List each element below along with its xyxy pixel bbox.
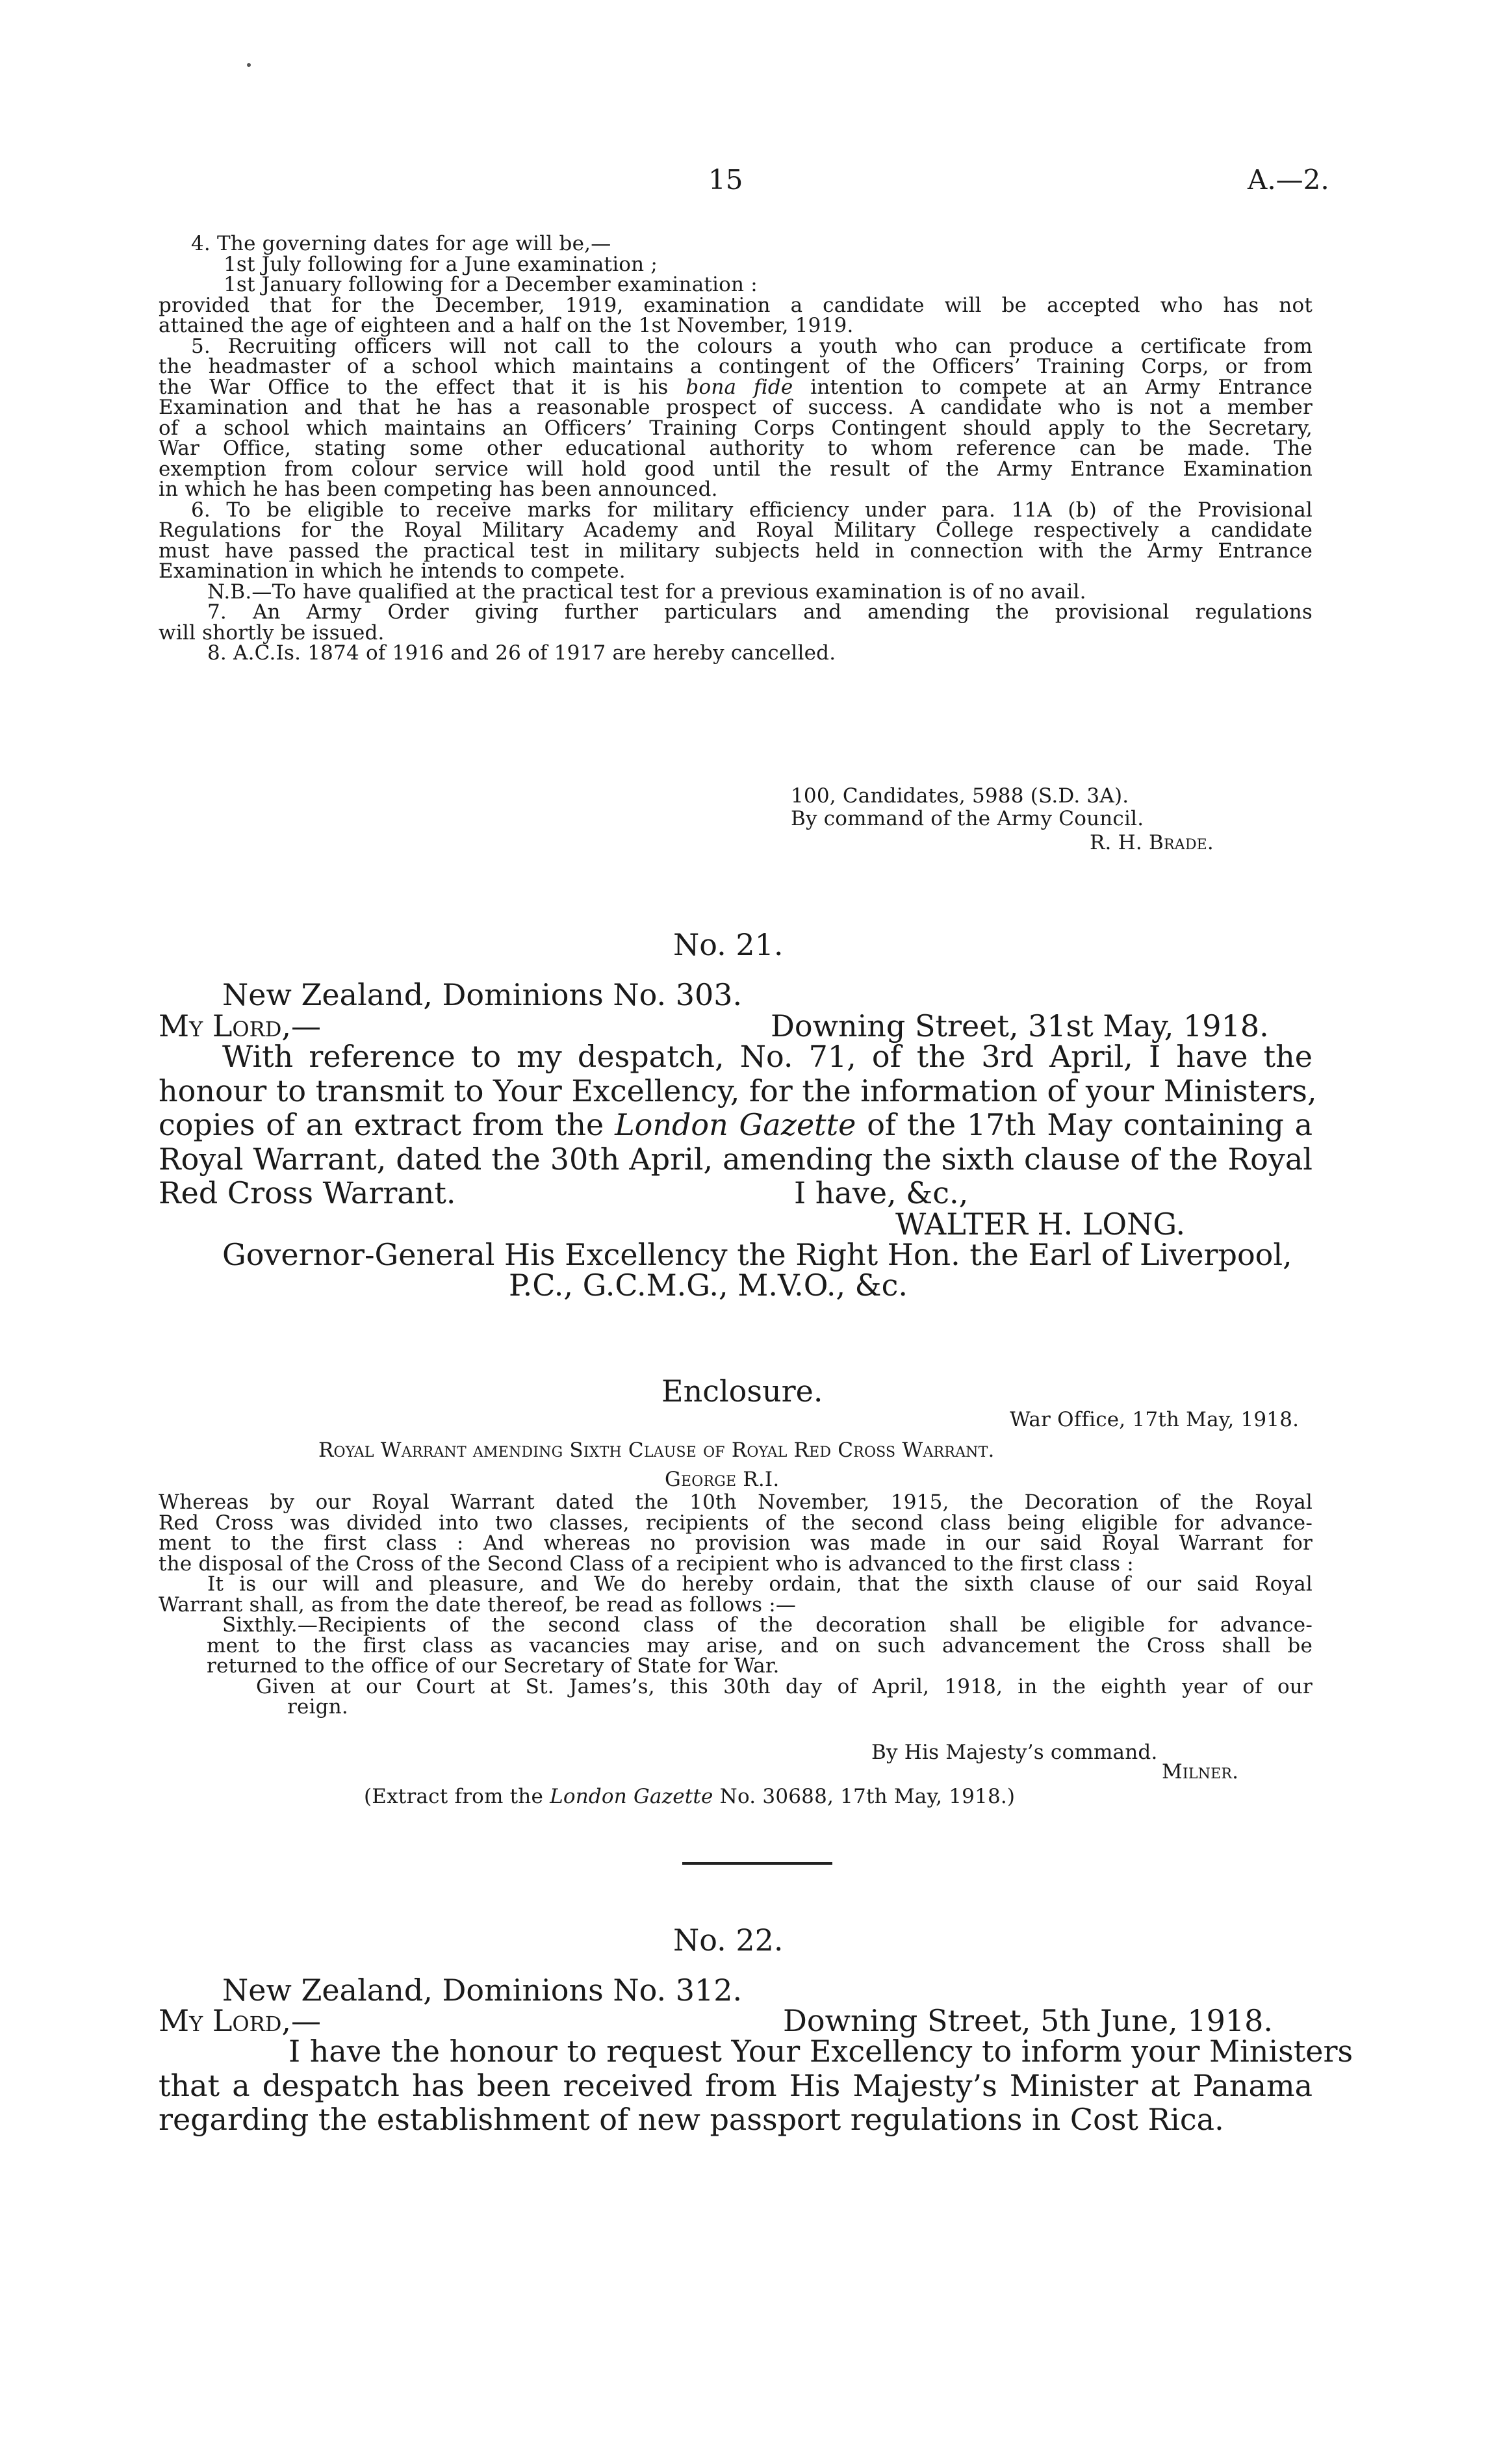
- paragraph-line: Given at our Court at St. James’s, this 30th day of April, 1918, in the eighth year of our: [256, 1674, 1313, 1698]
- paragraph-line: of a school which maintains an Officers’ Training Corps Contingent should apply to the Secretary,: [159, 416, 1313, 440]
- paragraph-line: It is our will and pleasure, and We do hereby ordain, that the sixth clause of our said Royal: [207, 1572, 1313, 1596]
- paragraph-line: that a despatch has been received from His Majesty’s Minister at Panama: [159, 2067, 1313, 2103]
- paragraph-line: 5. Recruiting officers will not call to the colours a youth who can produce a certificate from: [191, 334, 1313, 358]
- enclosure-command: By His Majesty’s command.: [871, 1741, 1158, 1764]
- enclosure-heading: Enclosure.: [661, 1374, 823, 1409]
- paragraph-line: ment to the first class : And whereas no provision was made in our said Royal Warrant for: [159, 1531, 1313, 1555]
- royal-cipher: George R.I.: [665, 1468, 780, 1491]
- paragraph-line: returned to the office of our Secretary of State for War.: [207, 1654, 780, 1678]
- paragraph-line: 8. A.C.Is. 1874 of 1916 and 26 of 1917 are hereby cancelled.: [207, 641, 836, 665]
- signature-milner: Milner.: [1162, 1760, 1239, 1784]
- paragraph-line: in which he has been competing has been announced.: [159, 478, 718, 501]
- paragraph-line: N.B.—To have qualified at the practical test for a previous examination is of no avail.: [207, 580, 1086, 604]
- addressee: Governor-General His Excellency the Right Hon. the Earl of Liverpool,: [222, 1237, 1292, 1272]
- salutation: My Lord,—: [159, 2003, 322, 2038]
- paragraph-line: must have passed the practical test in military subjects held in connection with the Army Entrance: [159, 539, 1313, 563]
- paragraph-line: 6. To be eligible to receive marks for military efficiency under para. 11A (b) of the Provisional: [191, 498, 1313, 522]
- paragraph-line: Red Cross was divided into two classes, recipients of the second class being eligible for advance-: [159, 1511, 1313, 1535]
- paragraph-line: copies of an extract from the London Gazette of the 17th May containing a: [159, 1107, 1313, 1142]
- despatch-body: [159, 2034, 1353, 2137]
- section-rule: [682, 1862, 832, 1865]
- scan-speck: [247, 63, 251, 67]
- paragraph-line: exemption from colour service will hold good until the result of the Army Entrance Examination: [159, 457, 1313, 481]
- paragraph-line: Examination in which he intends to compete.: [159, 559, 626, 583]
- paragraph-line: provided that for the December, 1919, examination a candidate will be accepted who has not: [159, 293, 1313, 317]
- paragraph-line: ment to the first class as vacancies may arise, and on such advancement the Cross shall be: [207, 1633, 1313, 1657]
- paragraph-line: reign.: [287, 1695, 348, 1719]
- paragraph-line: Examination and that he has a reasonable prospect of success. A candidate who is not a member: [159, 396, 1313, 419]
- enclosure-place-date: War Office, 17th May, 1918.: [1010, 1408, 1300, 1431]
- dominion-reference: New Zealand, Dominions No. 303.: [222, 977, 743, 1012]
- document-reference: A.—2.: [1248, 164, 1329, 196]
- issue-reference: 100, Candidates, 5988 (S.D. 3A).: [791, 784, 1129, 808]
- page-number: 15: [708, 164, 743, 196]
- paragraph-line: Royal Warrant, dated the 30th April, amending the sixth clause of the Royal: [159, 1141, 1313, 1177]
- addressee-honours: P.C., G.C.M.G., M.V.O., &c.: [509, 1268, 908, 1303]
- despatch-body: [159, 1039, 1317, 1210]
- paragraph-line: will shortly be issued.: [159, 620, 385, 645]
- paragraph-line: 1st July following for a June examination ;: [224, 252, 658, 276]
- paragraph-line: the headmaster of a school which maintains a contingent of the Officers’ Training Corps, or from: [159, 355, 1313, 378]
- army-order-text: [159, 234, 1313, 664]
- command-line: By command of the Army Council.: [791, 807, 1144, 830]
- warrant-text: [159, 1492, 1313, 1718]
- paragraph-line: honour to transmit to Your Excellency, for the information of your Ministers,: [159, 1073, 1317, 1108]
- paragraph-line: Red Cross Warrant.: [159, 1175, 456, 1210]
- paragraph-line: Regulations for the Royal Military Academy and Royal Military College respectively a candidate: [159, 518, 1313, 542]
- paragraph-line: the War Office to the effect that it is his bona fide intention to compete at an Army Entrance: [159, 375, 1313, 399]
- paragraph-line: I have the honour to request Your Excellency to inform your Ministers: [288, 2034, 1353, 2069]
- paragraph-line: regarding the establishment of new passport regulations in Cost Rica.: [159, 2102, 1224, 2137]
- paragraph-line: Warrant shall, as from the date thereof, be read as follows :—: [159, 1593, 797, 1617]
- gazette-extract-note: (Extract from the London Gazette No. 30688, 17th May, 1918.): [364, 1785, 1016, 1808]
- paragraph-line: 4. The governing dates for age will be,—: [191, 232, 611, 255]
- salutation: My Lord,—: [159, 1008, 322, 1043]
- paragraph-line: 7. An Army Order giving further particulars and amending the provisional regulations: [207, 600, 1313, 624]
- dominion-reference: New Zealand, Dominions No. 312.: [222, 1973, 743, 2008]
- paragraph-line: War Office, stating some other educational authority to whom reference can be made. The: [159, 437, 1313, 460]
- paragraph-line: attained the age of eighteen and a half on the 1st November, 1919.: [159, 314, 854, 337]
- section-heading-no-21: No. 21.: [673, 927, 784, 962]
- paragraph-line: Whereas by our Royal Warrant dated the 10th November, 1915, the Decoration of the Royal: [159, 1490, 1313, 1514]
- closing: I have, &c.,: [794, 1175, 969, 1210]
- section-heading-no-22: No. 22.: [673, 1923, 784, 1958]
- paragraph-line: Sixthly.—Recipients of the second class of the decoration shall be eligible for advance-: [222, 1613, 1313, 1637]
- paragraph-line: the disposal of the Cross of the Second Class of a recipient who is advanced to the first class :: [159, 1552, 1134, 1576]
- paragraph-line: 1st January following for a December examination :: [224, 273, 758, 296]
- signature-brade: R. H. Brade.: [1090, 831, 1214, 854]
- paragraph-line: With reference to my despatch, No. 71, of the 3rd April, I have the: [222, 1039, 1313, 1074]
- place-date: Downing Street, 5th June, 1918.: [783, 2003, 1273, 2038]
- warrant-title: Royal Warrant amending Sixth Clause of Royal Red Cross Warrant.: [318, 1439, 995, 1462]
- signature-long: WALTER H. LONG.: [895, 1207, 1186, 1242]
- place-date: Downing Street, 31st May, 1918.: [771, 1008, 1269, 1043]
